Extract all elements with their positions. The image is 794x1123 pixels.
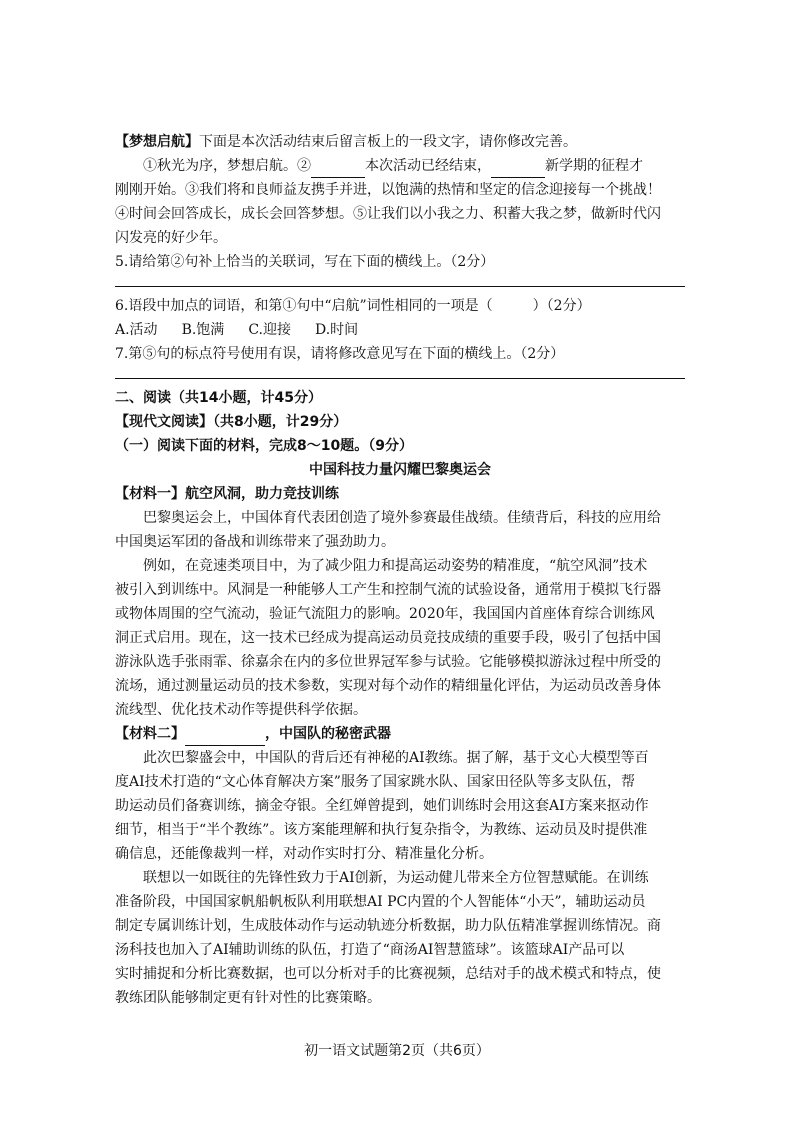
material-two-line: 细节，相当于“半个教练”。该方案能理解和执行复杂指令，为教练、运动员及时提供准 xyxy=(115,822,648,838)
question-5: 5.请给第②句补上恰当的关联词，写在下面的横线上。（2分） xyxy=(115,254,495,270)
material-two-line: 确信息，还能像裁判一样，对动作实时打分、精准量化分析。 xyxy=(115,846,493,862)
material-two-line: 实时捕捉和分析比赛数据，也可以分析对手的比赛视频，总结对手的战术模式和特点，使 xyxy=(115,966,661,982)
material-one-line: 例如，在竞速类项目中，为了减少阻力和提高运动姿势的精准度，“航空风洞”技术 xyxy=(143,558,648,574)
part-one-instruction: （一）阅读下面的材料，完成8～10题。（9分） xyxy=(115,438,413,454)
material-two-line: 此次巴黎盛会中，中国队的背后还有神秘的AI教练。据了解，基于文心大模型等百 xyxy=(143,750,649,766)
dream-passage-line1 xyxy=(115,154,685,178)
q6-score: ）（2分） xyxy=(532,298,591,314)
material-one-header: 【材料一】航空风洞，助力竞技训练 xyxy=(115,486,339,502)
material-one-line: 巴黎奥运会上，中国体育代表团创造了境外参赛最佳战绩。佳绩背后，科技的应用给 xyxy=(143,510,661,526)
option-b: B.饱满 xyxy=(181,322,225,338)
material-one-line: 游泳队选手张雨霏、徐嘉余在内的多位世界冠军参与试验。它能够模拟游泳过程中所受的 xyxy=(115,654,661,670)
option-a: A.活动 xyxy=(115,322,158,338)
material-two-line: 教练团队能够制定更有针对性的比赛策略。 xyxy=(115,990,381,1006)
material-two-subtitle: ，中国队的秘密武器 xyxy=(265,726,391,742)
q6-options xyxy=(115,318,685,342)
material-two-line: 助运动员们备赛训练，摘金夺银。全红婵曾提到，她们训练时会用这套AI方案来抠动作 xyxy=(115,798,649,814)
blank-title xyxy=(185,727,265,746)
material-one-line: 流线型、优化技术动作等提供科学依据。 xyxy=(115,702,367,718)
dream-header: 【梦想启航】 xyxy=(115,134,199,150)
question-7: 7.第⑤句的标点符号使用有误，请将修改意见写在下面的横线上。（2分） xyxy=(115,346,565,362)
material-one-line: 流场，通过测量运动员的技术参数，实现对每个动作的精细量化评估，为运动员改善身体 xyxy=(115,678,661,694)
passage-text: 新学期的征程才 xyxy=(545,158,643,174)
material-two-label: 【材料二】 xyxy=(115,726,185,742)
passage-text: ①秋光为序，梦想启航。② xyxy=(143,158,311,174)
passage-text: 本次活动已经结束， xyxy=(365,158,491,174)
material-one-line: 或物体周围的空气流动，验证气流阻力的影响。2020年，我国国内首座体育综合训练风 xyxy=(115,606,655,622)
dream-intro xyxy=(115,130,685,154)
dream-passage-line4: 闪发亮的好少年。 xyxy=(115,230,227,246)
blank-connective-1 xyxy=(311,159,365,178)
article-title: 中国科技力量闪耀巴黎奥运会 xyxy=(309,462,491,478)
material-two-header xyxy=(115,722,685,746)
dream-instruction: 下面是本次活动结束后留言板上的一段文字，请你修改完善。 xyxy=(199,134,577,150)
answer-line-q5 xyxy=(115,286,685,287)
page-footer: 初一语文试题第2页（共6页） xyxy=(304,1043,490,1059)
answer-line-q7 xyxy=(115,378,685,379)
option-c: C.迎接 xyxy=(248,322,291,338)
material-two-line: 汤科技也加入了AI辅助训练的队伍，打造了“商汤AI智慧篮球”。该篮球AI产品可以 xyxy=(115,942,625,958)
question-6 xyxy=(115,294,685,318)
material-two-line: 制定专属训练计划，生成肢体动作与运动轨迹分析数据，助力队伍精准掌握训练情况。商 xyxy=(115,918,661,934)
dream-passage-line3: ④时间会回答成长，成长会回答梦想。⑤让我们以小我之力、积蓄大我之梦，做新时代闪 xyxy=(115,206,661,222)
option-d: D.时间 xyxy=(314,322,359,338)
material-one-line: 被引入到训练中。风洞是一种能够人工产生和控制气流的试验设备，通常用于模拟飞行器 xyxy=(115,582,661,598)
material-two-line: 联想以一如既往的先锋性致力于AI创新，为运动健儿带来全方位智慧赋能。在训练 xyxy=(143,870,649,886)
material-two-line: 度AI技术打造的“文心体育解决方案”服务了国家跳水队、国家田径队等多支队伍，帮 xyxy=(115,774,635,790)
dream-passage-line2: 刚刚开始。③我们将和良师益友携手并进，以饱满的热情和坚定的信念迎接每一个挑战！ xyxy=(115,182,661,198)
q6-stem: 6.语段中加点的词语，和第①句中“启航”词性相同的一项是（ xyxy=(115,298,493,314)
blank-connective-2 xyxy=(491,159,545,178)
material-one-line: 洞正式启用。现在，这一技术已经成为提高运动员竞技成绩的重要手段，吸引了包括中国 xyxy=(115,630,661,646)
modern-reading-header: 【现代文阅读】（共8小题，计29分） xyxy=(115,414,348,430)
section-title: 二、阅读（共14小题，计45分） xyxy=(115,390,322,406)
material-one-line: 中国奥运军团的备战和训练带来了强劲助力。 xyxy=(115,534,395,550)
material-two-line: 准备阶段，中国国家帆船帆板队利用联想AI PC内置的个人智能体“小天”，辅助运动员 xyxy=(115,894,646,910)
